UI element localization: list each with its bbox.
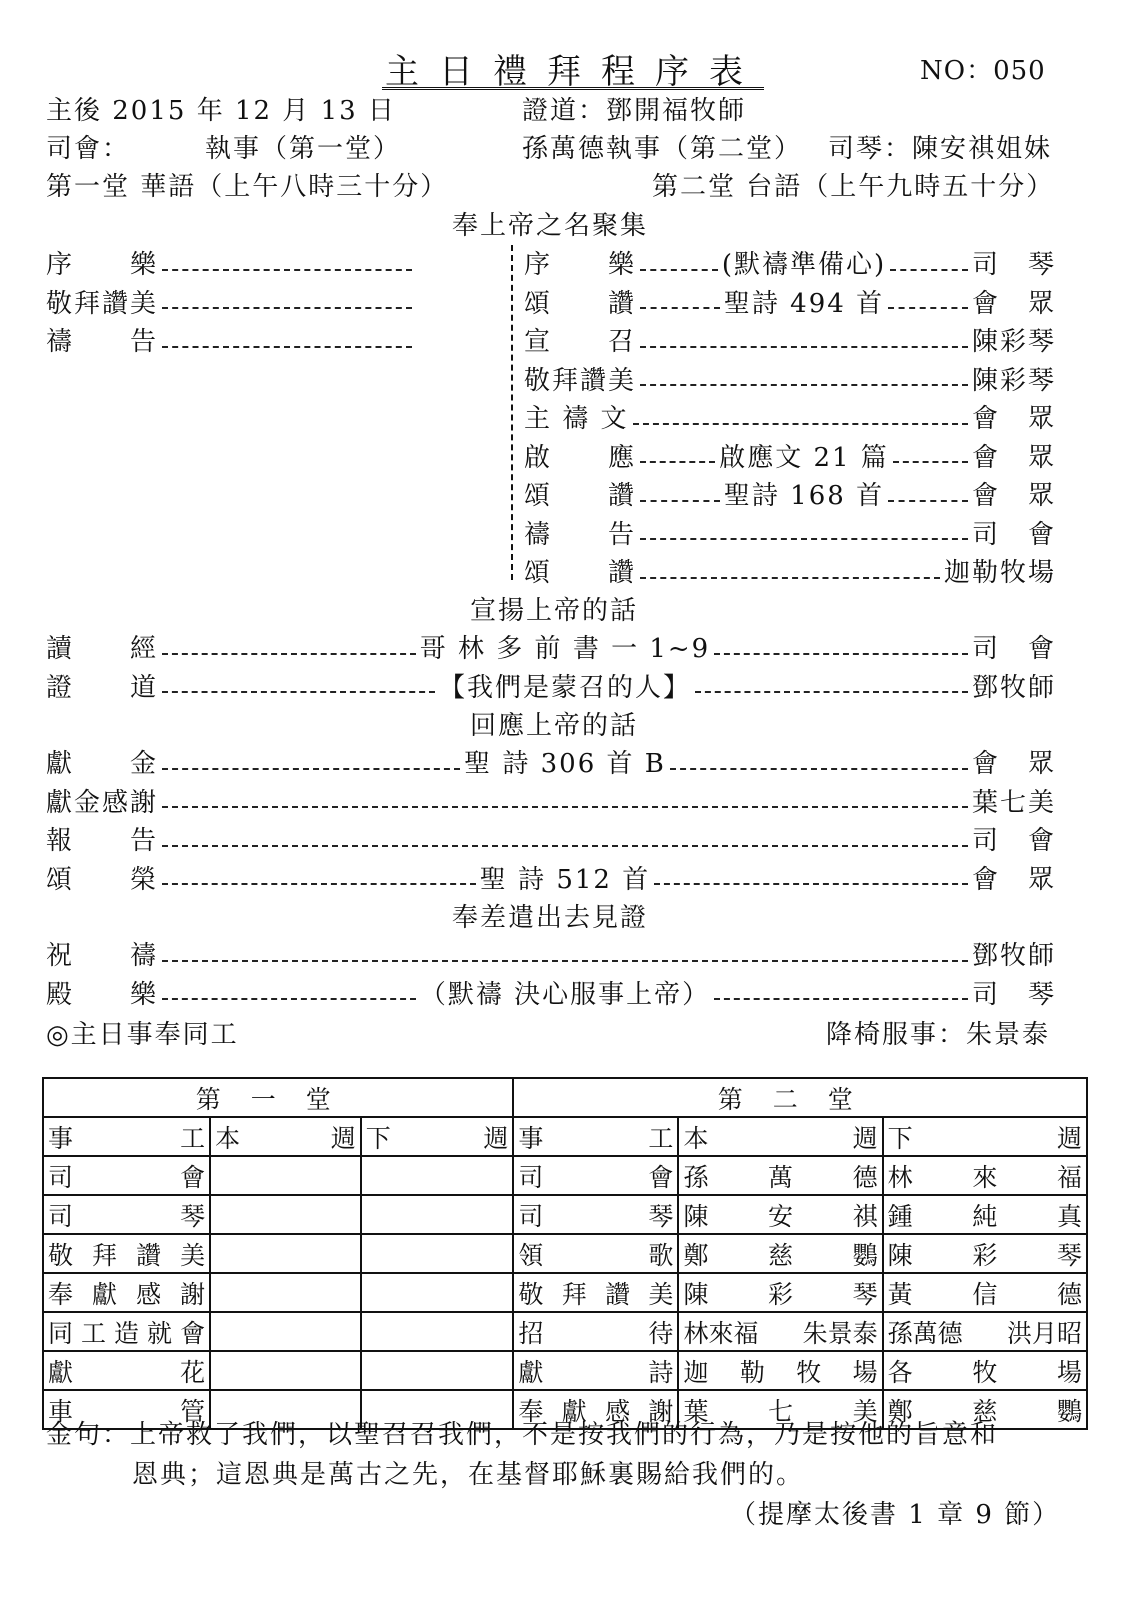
char: 謝 [648, 1396, 674, 1426]
char: 獻 [518, 1357, 544, 1387]
item-detail: （默禱 決心服事上帝） [419, 979, 711, 1010]
memory-verse-line2: 恩典；這恩典是萬古之先，在基督耶穌裏賜給我們的。 [132, 1460, 805, 1490]
gather-right-item [524, 244, 1056, 281]
duty-second-service [513, 1351, 678, 1390]
item-detail: 啟應文 21 篇 [719, 442, 889, 473]
dash-leader [162, 946, 968, 962]
char: 獻 [92, 1279, 118, 1309]
char: 領 [518, 1240, 544, 1270]
item-leader: 司 琴 [972, 979, 1057, 1010]
col-next-week-label [366, 1119, 509, 1155]
char: 本 [215, 1123, 241, 1153]
char: 週 [1056, 1123, 1082, 1153]
this-week-first-service [210, 1195, 361, 1234]
this-week-second-service [678, 1312, 882, 1351]
next-week-second-service [883, 1273, 1087, 1312]
next-week-second-service [883, 1312, 1087, 1351]
char: 祺 [852, 1201, 878, 1231]
this-week-first-service [210, 1351, 361, 1390]
char: 獻 [48, 1357, 74, 1387]
char: 萬 [768, 1162, 794, 1192]
item-leader: 司 會 [971, 826, 1056, 856]
section-sending-title: 奉差遣出去見證 [452, 903, 649, 933]
char: 場 [852, 1357, 878, 1387]
memory-verse-reference: （提摩太後書 1 章 9 節） [730, 1500, 1061, 1530]
char: 鸚 [852, 1240, 878, 1270]
dash-leader [633, 409, 968, 425]
col-duty-2 [513, 1117, 678, 1156]
item-leader: 司 會 [971, 634, 1056, 664]
char: 林 [887, 1162, 913, 1192]
dash-leader [714, 639, 968, 655]
item-leader: 會 眾 [971, 288, 1056, 319]
this-week-first-service [210, 1312, 361, 1351]
dash-leader [640, 370, 968, 386]
char: 車 [48, 1396, 74, 1426]
next-week-first-service [361, 1351, 514, 1390]
item-leader: 葉七美 [971, 787, 1056, 818]
next-week-second-service [883, 1195, 1087, 1234]
item-label: 主 禱 文 [524, 404, 629, 434]
duty-second-service [513, 1312, 678, 1351]
char: 陳 [683, 1279, 709, 1309]
word-item [46, 667, 1056, 704]
first-service-time: 第一堂 華語（上午八時三十分） [46, 172, 449, 202]
char: 敬 [518, 1279, 544, 1309]
item-label: 讀 經 [46, 634, 159, 664]
bulletin-number: NO：050 [920, 56, 1046, 86]
second-service-header: 第二堂 [513, 1078, 1087, 1117]
char: 琴 [1056, 1240, 1082, 1270]
response-item [46, 743, 1056, 780]
char: 週 [483, 1123, 509, 1153]
this-week-first-service [210, 1234, 361, 1273]
item-label: 敬拜讚美 [46, 288, 159, 319]
char: 黃 [887, 1279, 913, 1309]
word-item [46, 628, 1056, 665]
dash-leader [714, 984, 968, 1000]
dash-leader [162, 677, 435, 693]
dash-leader [640, 563, 940, 579]
char: 德 [852, 1162, 878, 1192]
char: 來 [972, 1162, 998, 1192]
organist: 司琴：陳安祺姐妹 [828, 134, 1053, 164]
item-detail: 哥 林 多 前 書 一 1~9 [419, 634, 711, 664]
column-divider [511, 245, 513, 580]
response-item [46, 782, 1056, 819]
gather-right-item [524, 360, 1056, 397]
item-label: 序 樂 [46, 250, 159, 280]
host-label: 司會： [46, 134, 131, 164]
response-item [46, 859, 1056, 896]
this-week-second-service [678, 1234, 882, 1273]
this-week-second-service [678, 1156, 882, 1195]
char: 工 [648, 1123, 674, 1153]
char: 司 [518, 1162, 544, 1192]
col-this-week-label [683, 1119, 877, 1155]
char: 讚 [136, 1240, 162, 1270]
item-detail: (默禱準備心) [721, 250, 887, 280]
duty-second-service [513, 1273, 678, 1312]
col-next-week-2 [883, 1117, 1087, 1156]
char: 牧 [972, 1357, 998, 1387]
dash-leader [162, 754, 460, 770]
dash-leader [640, 332, 968, 348]
char: 德 [1056, 1279, 1082, 1309]
section-word-title: 宣揚上帝的話 [470, 596, 639, 626]
char: 琴 [852, 1279, 878, 1309]
section-gather-title: 奉上帝之名聚集 [452, 211, 649, 241]
char: 待 [648, 1318, 674, 1348]
char: 迦 [683, 1357, 709, 1387]
item-label: 獻 金 [46, 749, 159, 779]
char: 工 [180, 1123, 206, 1153]
page-title: 主日禮拜程序表 [385, 52, 763, 92]
char: 事 [48, 1123, 74, 1153]
dash-leader [162, 332, 412, 348]
char: 勒 [739, 1357, 765, 1387]
dash-leader [640, 486, 720, 502]
char: 同 [48, 1318, 74, 1348]
second-service-time: 第二堂 台語（上午九時五十分） [652, 172, 1055, 202]
item-leader: 會 眾 [971, 442, 1056, 473]
gather-right-item [524, 321, 1056, 358]
dash-leader [888, 486, 968, 502]
service-date: 主後 2015 年 12 月 13 日 [46, 96, 396, 126]
char: 讚 [605, 1279, 631, 1309]
char: 洪月昭 [1006, 1318, 1082, 1348]
item-leader: 會 眾 [972, 864, 1057, 895]
usher-note: 降椅服事：朱景泰 [826, 1020, 1051, 1050]
char: 鄭 [887, 1396, 913, 1426]
duty-first-service [43, 1234, 210, 1273]
roster-row [43, 1312, 1087, 1351]
char: 下 [365, 1123, 391, 1153]
roster-row [43, 1351, 1087, 1390]
char: 週 [330, 1123, 356, 1153]
char: 奉 [518, 1396, 544, 1426]
duty-second-service [513, 1234, 678, 1273]
char: 拜 [561, 1279, 587, 1309]
char: 感 [605, 1396, 631, 1426]
col-this-week-label [215, 1119, 356, 1155]
item-leader: 陳彩琴 [971, 327, 1056, 357]
first-service-header: 第一堂 [43, 1078, 513, 1117]
item-label: 禱 告 [524, 519, 637, 550]
dash-leader [162, 831, 968, 847]
duty-second-service [513, 1156, 678, 1195]
char: 慈 [768, 1240, 794, 1270]
dash-leader [162, 984, 416, 1000]
char: 司 [48, 1162, 74, 1192]
char: 七 [768, 1396, 794, 1426]
char: 獻 [561, 1396, 587, 1426]
col-this-week-1 [210, 1117, 361, 1156]
memory-verse-line1: 金句：上帝救了我們，以聖召召我們，不是按我們的行為，乃是按他的旨意和 [46, 1420, 999, 1450]
item-label: 敬拜讚美 [524, 365, 637, 396]
char: 謝 [180, 1279, 206, 1309]
item-label: 頌 讚 [524, 481, 637, 511]
item-leader: 陳彩琴 [971, 365, 1056, 396]
char: 會 [648, 1162, 674, 1192]
gather-right-item [524, 475, 1056, 512]
char: 美 [852, 1396, 878, 1426]
item-detail: 聖 詩 306 首 B [464, 749, 666, 779]
char: 就 [147, 1318, 173, 1348]
dash-leader [888, 293, 968, 309]
char: 純 [972, 1201, 998, 1231]
item-label: 獻金感謝 [46, 787, 159, 818]
char: 下 [887, 1123, 913, 1153]
char: 琴 [648, 1201, 674, 1231]
dash-leader [162, 255, 412, 271]
next-week-first-service [361, 1312, 514, 1351]
item-label: 證 道 [46, 672, 159, 703]
char: 場 [1056, 1357, 1082, 1387]
item-leader: 會 眾 [971, 481, 1056, 511]
this-week-first-service [210, 1156, 361, 1195]
roster-row [43, 1234, 1087, 1273]
this-week-second-service [678, 1351, 882, 1390]
dash-leader [893, 447, 968, 463]
deacon-second-service: 孫萬德執事（第二堂） [522, 134, 803, 164]
item-label: 報 告 [46, 826, 159, 856]
char: 朱景泰 [802, 1318, 878, 1348]
char: 葉 [683, 1396, 709, 1426]
next-week-second-service [883, 1234, 1087, 1273]
duty-first-service [43, 1351, 210, 1390]
char: 招 [518, 1318, 544, 1348]
char: 鸚 [1056, 1396, 1082, 1426]
char: 會 [180, 1162, 206, 1192]
char: 鄭 [683, 1240, 709, 1270]
item-label: 禱 告 [46, 327, 159, 357]
item-leader: 會 眾 [972, 749, 1057, 779]
dash-leader [640, 255, 718, 271]
preacher: 證道：鄧開福牧師 [522, 96, 747, 126]
char: 彩 [768, 1279, 794, 1309]
next-week-second-service [883, 1351, 1087, 1390]
roster-row [43, 1156, 1087, 1195]
item-leader: 司 會 [971, 519, 1056, 550]
char: 司 [48, 1201, 74, 1231]
char: 管 [180, 1396, 206, 1426]
char: 牧 [796, 1357, 822, 1387]
char: 鍾 [887, 1201, 913, 1231]
next-week-first-service [361, 1234, 514, 1273]
col-duty-1 [43, 1117, 210, 1156]
gather-left-item [46, 283, 416, 320]
char: 拜 [92, 1240, 118, 1270]
item-label: 序 樂 [524, 250, 637, 280]
this-week-second-service [678, 1195, 882, 1234]
char: 彩 [972, 1240, 998, 1270]
char: 會 [180, 1318, 206, 1348]
char: 福 [1056, 1162, 1082, 1192]
item-label: 頌 讚 [524, 558, 637, 588]
next-week-second-service [883, 1156, 1087, 1195]
col-duty-label [518, 1119, 673, 1155]
roster-row [43, 1273, 1087, 1312]
col-next-week-1 [361, 1117, 514, 1156]
next-week-first-service [361, 1195, 514, 1234]
char: 孫萬德 [887, 1318, 963, 1348]
gather-right-item [524, 514, 1056, 551]
this-week-second-service [678, 1273, 882, 1312]
char: 安 [768, 1201, 794, 1231]
dash-leader [640, 447, 715, 463]
dash-leader [670, 754, 968, 770]
item-leader: 鄧牧師 [972, 672, 1057, 703]
duty-first-service [43, 1273, 210, 1312]
char: 工 [81, 1318, 107, 1348]
char: 陳 [887, 1240, 913, 1270]
sending-item [46, 974, 1056, 1011]
roster-heading: ◎主日事奉同工 [46, 1020, 239, 1050]
dash-leader [162, 639, 416, 655]
col-next-week-label [888, 1119, 1082, 1155]
response-item [46, 820, 1056, 857]
roster-row [43, 1195, 1087, 1234]
next-week-first-service [361, 1156, 514, 1195]
item-detail: 聖 詩 512 首 [479, 864, 651, 895]
char: 真 [1056, 1201, 1082, 1231]
char: 林來福 [683, 1318, 759, 1348]
char: 感 [136, 1279, 162, 1309]
duty-first-service [43, 1195, 210, 1234]
char: 本 [683, 1123, 709, 1153]
gather-left-item [46, 244, 416, 281]
char: 造 [114, 1318, 140, 1348]
dash-leader [640, 293, 720, 309]
char: 歌 [648, 1240, 674, 1270]
char: 信 [972, 1279, 998, 1309]
char: 慈 [972, 1396, 998, 1426]
duty-first-service [43, 1156, 210, 1195]
dash-leader [162, 792, 968, 808]
gather-right-item [524, 398, 1056, 435]
item-detail: 聖詩 494 首 [723, 288, 885, 319]
item-label: 頌 讚 [524, 288, 637, 319]
item-leader: 司 琴 [972, 250, 1057, 280]
char: 美 [180, 1240, 206, 1270]
item-leader: 迦勒牧場 [943, 558, 1056, 588]
roster-table [42, 1077, 1088, 1430]
item-detail: 【我們是蒙召的人】 [439, 672, 692, 703]
char: 孫 [683, 1162, 709, 1192]
section-response-title: 回應上帝的話 [470, 711, 639, 741]
char: 詩 [648, 1357, 674, 1387]
deacon-first-service: 執事（第一堂） [205, 134, 402, 164]
char: 事 [518, 1123, 544, 1153]
item-label: 宣 召 [524, 327, 637, 357]
char: 花 [180, 1357, 206, 1387]
dash-leader [890, 255, 968, 271]
item-label: 頌 榮 [46, 864, 159, 895]
item-label: 祝 禱 [46, 941, 159, 971]
col-this-week-2 [678, 1117, 882, 1156]
gather-right-item [524, 437, 1056, 474]
duty-first-service [43, 1312, 210, 1351]
gather-left-item [46, 321, 416, 358]
gather-right-item [524, 283, 1056, 320]
col-duty-label [48, 1119, 205, 1155]
char: 琴 [180, 1201, 206, 1231]
item-detail: 聖詩 168 首 [723, 481, 885, 511]
char: 陳 [683, 1201, 709, 1231]
item-leader: 會 眾 [971, 404, 1056, 434]
char: 各 [887, 1357, 913, 1387]
dash-leader [640, 524, 968, 540]
char: 敬 [48, 1240, 74, 1270]
item-leader: 鄧牧師 [971, 941, 1056, 971]
next-week-first-service [361, 1273, 514, 1312]
dash-leader [162, 293, 412, 309]
char: 奉 [48, 1279, 74, 1309]
gather-right-item [524, 552, 1056, 589]
char: 司 [518, 1201, 544, 1231]
char: 週 [852, 1123, 878, 1153]
dash-leader [162, 869, 476, 885]
item-label: 啟 應 [524, 442, 637, 473]
dash-leader [695, 677, 968, 693]
sending-item [46, 935, 1056, 972]
item-label: 殿 樂 [46, 979, 159, 1010]
dash-leader [654, 869, 968, 885]
char: 美 [648, 1279, 674, 1309]
this-week-first-service [210, 1273, 361, 1312]
duty-second-service [513, 1195, 678, 1234]
